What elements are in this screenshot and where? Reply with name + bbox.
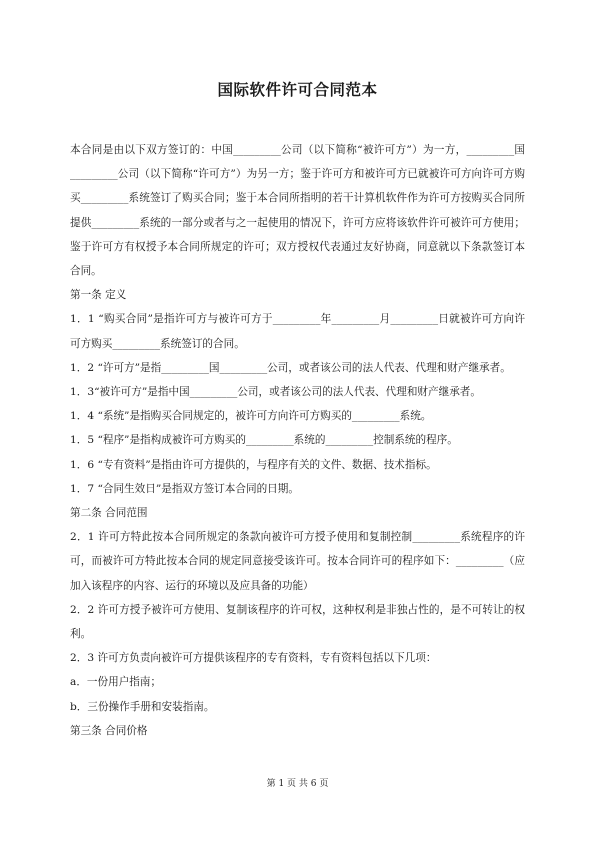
clause-1-5: 1．5 “程序”是指构成被许可方购买的_________系统的_________控制系统的程序。: [70, 434, 458, 447]
document-title: 国际软件许可合同范本: [217, 81, 378, 99]
clause-1-2: 1．2 “许可方”是指_________国_________公司，或者该公司的法人代表、代理和财产继承者。: [70, 361, 511, 374]
preamble-paragraph: 本合同是由以下双方签订的：中国_________公司（以下简称“被许可方”）为一方，_________国_________公司（以下简称“许可方”）为另一方；鉴于许可方和被许可方已就被许可方向许可方购买_________系统签订了购买合同；鉴于本合同所指明的若干计算机软件作为许可方按购买合同所提供_________系统的一部分或者与之一起使用的情况下，许可方应将该软件许可被许可方使用；鉴于许可方有权授予本合同所规定的许可；双方授权代表通过友好协商，同意就以下条款签订本合同。: [70, 144, 525, 278]
clause-2-2: 2．2 许可方授予被许可方使用、复制该程序的许可权，这种权利是非独占性的，是不可转让的权利。: [70, 603, 525, 641]
clause-2-1: 2．1 许可方特此按本合同所规定的条款向被许可方授予使用和复制控制_________系统程序的许可，而被许可方特此按本合同的规定同意接受该许可。按本合同许可的程序如下：_________（应加入该程序的内容、运行的环境以及应具备的功能）: [70, 531, 525, 592]
clause-1-1: 1．1 “购买合同”是指许可方与被许可方于_________年_________月_________日就被许可方向许可方购买_________系统签订的合同。: [70, 313, 525, 350]
clause-1-4: 1．4 “系统”是指购买合同规定的，被许可方向许可方购买的_________系统。: [70, 410, 432, 423]
clause-1-7: 1．7 “合同生效日”是指双方签订本合同的日期。: [70, 482, 299, 495]
clause-2-3: 2．3 许可方负责向被许可方提供该程序的专有资料，专有资料包括以下几项：: [70, 652, 437, 665]
section-heading-2: 第二条 合同范围: [70, 507, 148, 520]
document-body: [70, 138, 525, 743]
section-heading-3: 第三条 合同价格: [70, 724, 148, 737]
list-item-a: a．一份用户指南；: [70, 676, 162, 689]
section-heading-1: 第一条 定义: [70, 289, 127, 302]
clause-1-3: 1．3“被许可方”是指中国_________公司，或者该公司的法人代表、代理和财产继承者。: [70, 386, 481, 399]
clause-1-6: 1．6 “专有资料”是指由许可方提供的，与程序有关的文件、数据、技术指标。: [70, 458, 437, 471]
page-footer: 第 1 页 共 6 页: [266, 779, 329, 789]
list-item-b: b．三份操作手册和安装指南。: [70, 700, 215, 713]
